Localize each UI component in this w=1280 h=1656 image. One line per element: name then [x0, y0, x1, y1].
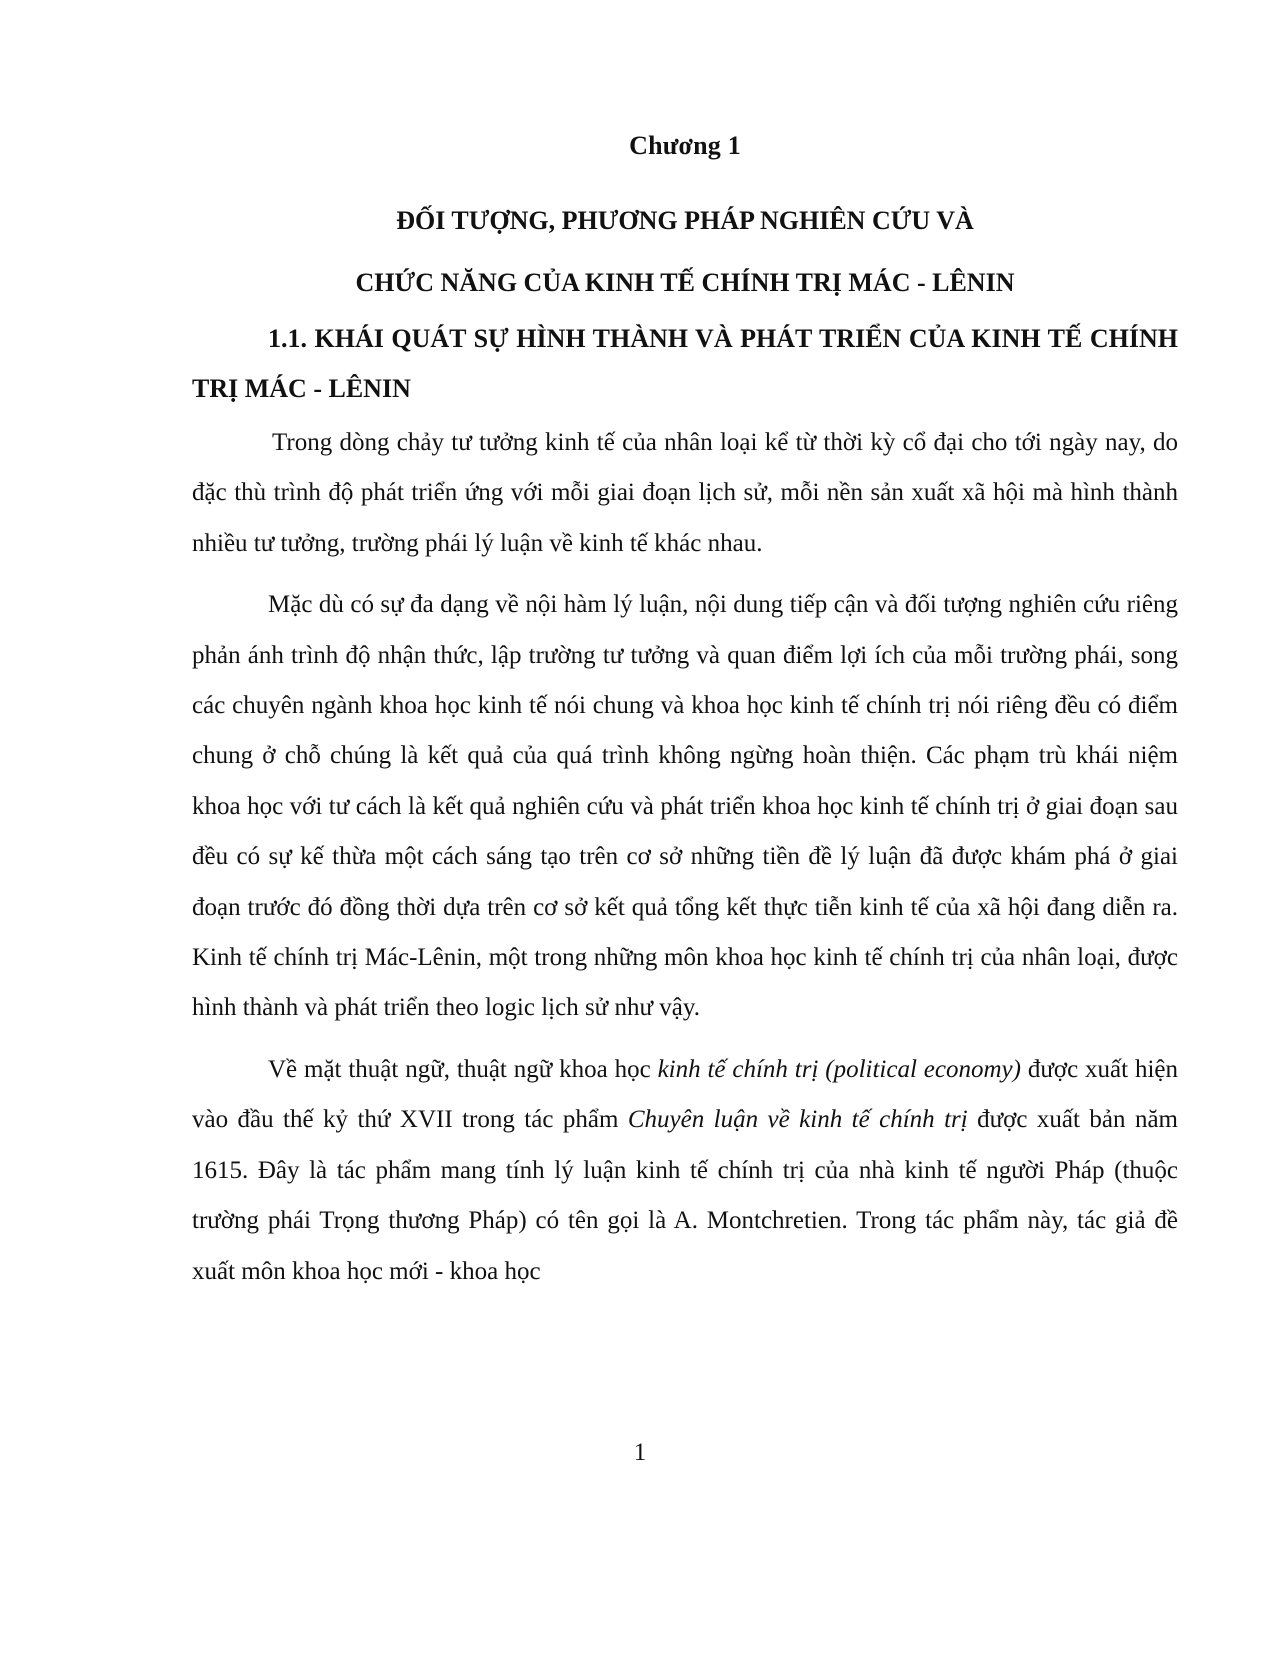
paragraph-3-text-1: Về mặt thuật ngữ, thuật ngữ khoa học	[268, 1055, 658, 1083]
paragraph-3-text-3: được xuất bản năm 1615. Đây là tác phẩm mang tính lý luận kinh tế chính trị của nhà kinh tế người Pháp (thuộc trường phái Trọng thương Pháp) có tên gọi là A. Montchretien. Trong tác phẩm này, tác giả đề xuất môn khoa học mới - khoa học	[192, 1106, 1178, 1285]
paragraph-3-italic-term: kinh tế chính trị (political economy)	[657, 1055, 1021, 1083]
paragraph-1: Trong dòng chảy tư tưởng kinh tế của nhân loại kể từ thời kỳ cổ đại cho tới ngày nay, do đặc thù trình độ phát triển ứng với mỗi giai đoạn lịch sử, mỗi nền sản xuất xã hội mà hình thành nhiều tư tưởng, trường phái lý luận về kinh tế khác nhau.	[192, 429, 1178, 557]
paragraph-3-italic-work-title: Chuyên luận về kinh tế chính trị	[627, 1106, 968, 1134]
chapter-label: Chương 1	[629, 131, 741, 160]
section-heading: 1.1. KHÁI QUÁT SỰ HÌNH THÀNH VÀ PHÁT TRIỂN CỦA KINH TẾ CHÍNH TRỊ MÁC - LÊNIN	[192, 324, 1178, 403]
chapter-title-line-2: CHỨC NĂNG CỦA KINH TẾ CHÍNH TRỊ MÁC - LÊNIN	[355, 268, 1015, 297]
paragraph-3	[192, 1045, 1178, 1297]
chapter-title	[192, 190, 1178, 314]
paragraph-2: Mặc dù có sự đa dạng về nội hàm lý luận, nội dung tiếp cận và đối tượng nghiên cứu riêng phản ánh trình độ nhận thức, lập trường tư tưởng và quan điểm lợi ích của mỗi trường phái, song các chuyên ngành khoa học kinh tế nói chung và khoa học kinh tế chính trị nói riêng đều có điểm chung ở chỗ chúng là kết quả của quá trình không ngừng hoàn thiện. Các phạm trù khái niệm khoa học với tư cách là kết quả nghiên cứu và phát triển khoa học kinh tế chính trị ở giai đoạn sau đều có sự kế thừa một cách sáng tạo trên cơ sở những tiền đề lý luận đã được khám phá ở giai đoạn trước đó đồng thời dựa trên cơ sở kết quả tổng kết thực tiễn kinh tế của xã hội đang diễn ra. Kinh tế chính trị Mác-Lênin, một trong những môn khoa học kinh tế chính trị của nhân loại, được hình thành và phát triển theo logic lịch sử như vậy.	[192, 591, 1178, 1022]
paragraph-3-text-2: được xuất hiện vào đầu thế kỷ thứ XVII trong tác phẩm	[192, 1055, 1178, 1134]
page-content	[192, 128, 1178, 1308]
chapter-title-line-1: ĐỐI TƯỢNG, PHƯƠNG PHÁP NGHIÊN CỨU VÀ	[396, 206, 974, 235]
page-number: 1	[633, 1439, 647, 1466]
